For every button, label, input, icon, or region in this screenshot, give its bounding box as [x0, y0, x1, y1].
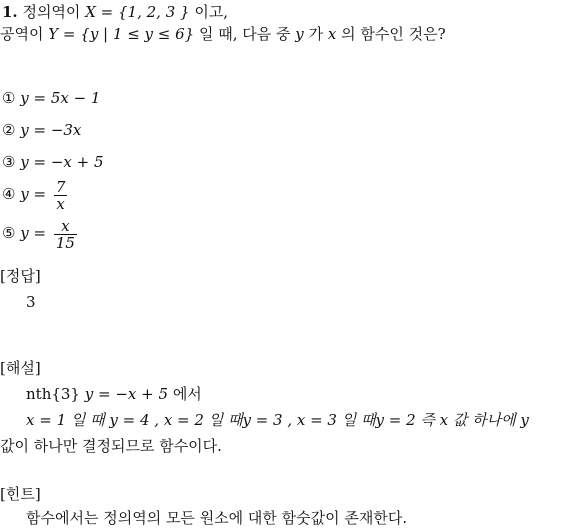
- explanation-ref: nth{3}: [26, 385, 80, 403]
- fraction-denominator: x: [56, 194, 65, 213]
- option-marker: ①: [2, 89, 16, 107]
- explanation-text: 에서: [172, 385, 202, 403]
- option-2[interactable]: [2, 120, 81, 140]
- question-text: 의 함수인 것은?: [341, 25, 446, 43]
- fraction-denominator: 15: [55, 233, 75, 252]
- answer-value: 3: [26, 293, 36, 311]
- question-line-1: [2, 2, 228, 22]
- question-text: 일 때, 다음 중: [198, 25, 291, 43]
- option-expression: y = −x + 5: [20, 153, 104, 171]
- fraction-numerator: 7: [55, 177, 66, 196]
- question-number: 1.: [2, 3, 18, 21]
- option-fraction: [54, 218, 77, 251]
- explanation-line-2: x = 1 일 때 y = 4 , x = 2 일 때y = 3 , x = 3 일 때y = 2 즉 x 값 하나에 y: [26, 411, 529, 429]
- explanation-line-3: 값이 하나만 결정되므로 함수이다.: [0, 437, 222, 455]
- question-text: 공역이: [0, 25, 44, 43]
- option-1[interactable]: [2, 88, 100, 108]
- option-5[interactable]: [2, 213, 77, 253]
- hint-header: [힌트]: [0, 485, 41, 503]
- explanation-expression: y = −x + 5: [84, 385, 169, 403]
- option-marker: ⑤: [2, 224, 16, 242]
- option-expression: y = 5x − 1: [20, 89, 101, 107]
- option-lhs: y =: [20, 224, 47, 242]
- fraction-numerator: x: [54, 218, 77, 235]
- option-fraction: [54, 179, 68, 212]
- domain-set: X = {1, 2, 3 }: [85, 3, 190, 21]
- question-text: 이고,: [194, 3, 229, 21]
- question-text: 정의역이: [22, 3, 81, 21]
- variable-y: y: [295, 25, 304, 43]
- option-marker: ②: [2, 121, 16, 139]
- variable-x: x: [327, 25, 337, 43]
- option-lhs: y =: [20, 185, 47, 203]
- option-marker: ③: [2, 153, 16, 171]
- codomain-set: Y = {y | 1 ≤ y ≤ 6}: [48, 25, 195, 43]
- option-expression: y = −3x: [20, 121, 82, 139]
- answer-header: [정답]: [0, 267, 41, 285]
- option-marker: ④: [2, 185, 16, 203]
- question-text: 가: [308, 25, 324, 43]
- hint-text: 함수에서는 정의역의 모든 원소에 대한 함숫값이 존재한다.: [26, 509, 408, 527]
- explanation-header: [해설]: [0, 359, 41, 377]
- question-line-2: [0, 24, 446, 44]
- explanation-line-1: [26, 384, 202, 404]
- option-3[interactable]: [2, 152, 104, 172]
- option-4[interactable]: [2, 174, 67, 214]
